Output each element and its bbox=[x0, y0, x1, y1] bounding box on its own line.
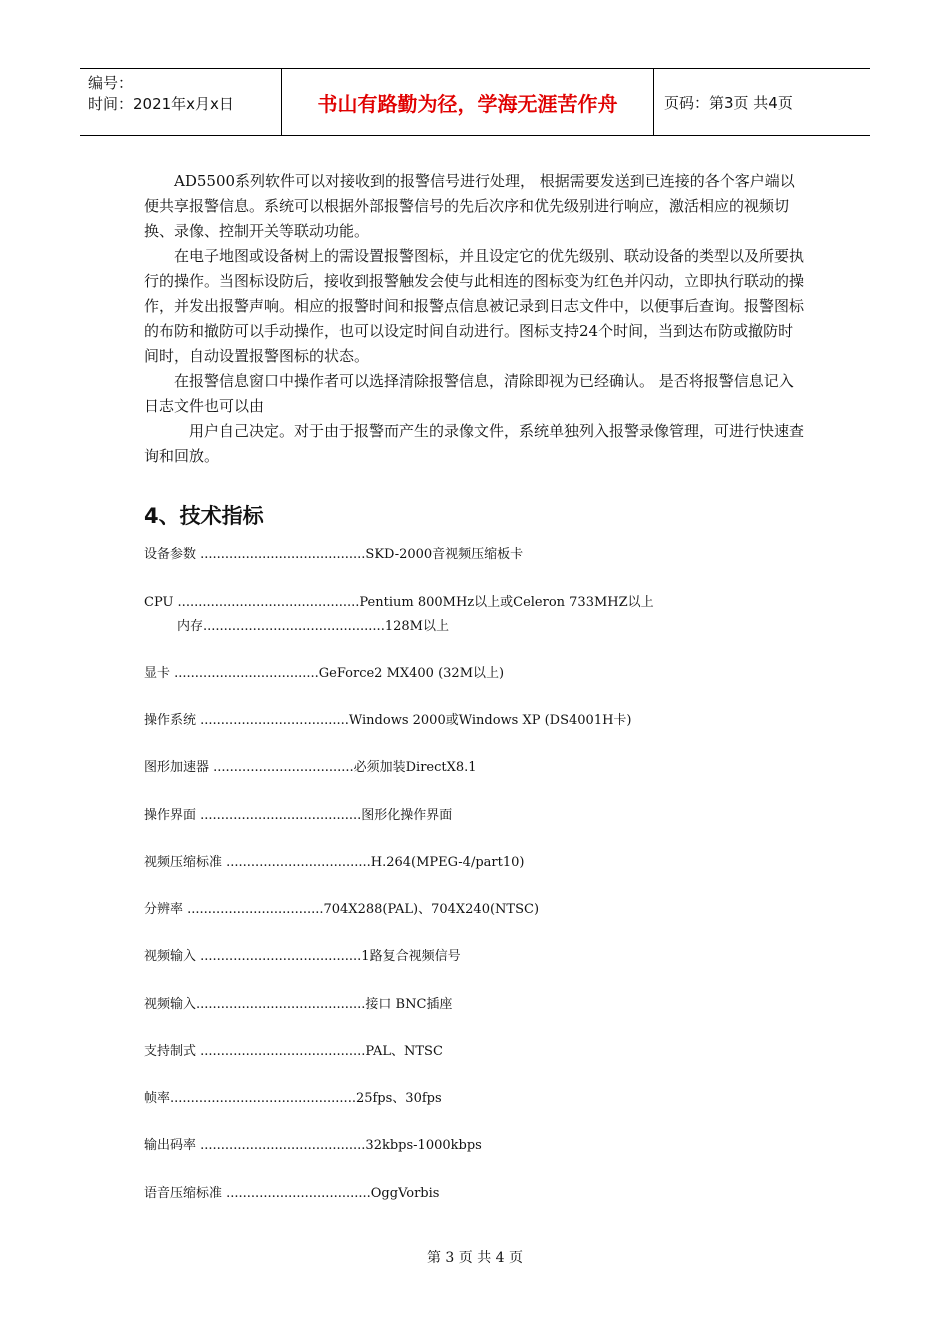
spec-row: 设备参数 ........................................SKD-2000音视频压缩板卡 bbox=[144, 547, 524, 562]
spec-row: 操作系统 ....................................Windows 2000或Windows XP (DS4001H卡) bbox=[144, 713, 632, 728]
spec-row: 图形加速器 ..................................必须加装DirectX8.1 bbox=[144, 760, 477, 775]
paragraph: 用户自己决定。对于由于报警而产生的录像文件，系统单独列入报警录像管理，可进行快速查询和回放。 bbox=[144, 422, 805, 465]
spec-row: 帧率.............................................25fps、30fps bbox=[144, 1091, 442, 1106]
spec-row: 输出码率 ........................................32kbps-1000kbps bbox=[144, 1138, 482, 1153]
page-header bbox=[80, 68, 870, 136]
spec-row: CPU ............................................Pentium 800MHz以上或Celeron 733MHZ以上 bbox=[144, 595, 654, 610]
spec-row: 视频压缩标准 ...................................H.264(MPEG-4/part10) bbox=[144, 855, 525, 870]
paragraph: 在报警信息窗口中操作者可以选择清除报警信息，清除即视为已经确认。 是否将报警信息记入日志文件也可以由 bbox=[144, 372, 794, 415]
header-date: 时间：2021年x月x日 bbox=[88, 95, 234, 113]
header-motto: 书山有路勤为径，学海无涯苦作舟 bbox=[281, 69, 654, 135]
header-number: 编号： bbox=[88, 74, 134, 92]
spec-row: 内存............................................128M以上 bbox=[177, 619, 449, 634]
section-title: 4、技术指标 bbox=[144, 504, 264, 528]
spec-row: 操作界面 .......................................图形化操作界面 bbox=[144, 808, 453, 823]
page-footer: 第 3 页 共 4 页 bbox=[426, 1250, 524, 1266]
spec-row: 视频输入.........................................接口 BNC插座 bbox=[144, 997, 453, 1012]
body-text bbox=[144, 169, 808, 469]
header-meta bbox=[80, 69, 281, 135]
paragraph: 在电子地图或设备树上的需设置报警图标，并且设定它的优先级别、联动设备的类型以及所要执行的操作。当图标设防后，接收到报警触发会使与此相连的图标变为红色并闪动，立即执行联动的操作，并发出报警声响。相应的报警时间和报警点信息被记录到日志文件中，以便事后查询。报警图标的布防和撤防可以手动操作，也可以设定时间自动进行。图标支持24个时间，当到达布防或撤防时间时，自动设置报警图标的状态。 bbox=[144, 247, 805, 365]
spec-row: 分辨率 .................................704X288(PAL)、704X240(NTSC) bbox=[144, 902, 540, 917]
spec-row: 语音压缩标准 ...................................OggVorbis bbox=[144, 1186, 440, 1201]
spec-row: 支持制式 ........................................PAL、NTSC bbox=[144, 1044, 443, 1059]
header-page-number: 页码：第3页 共4页 bbox=[664, 93, 793, 112]
spec-row: 显卡 ...................................GeForce2 MX400 (32M以上) bbox=[144, 666, 505, 681]
spec-row: 视频输入 .......................................1路复合视频信号 bbox=[144, 949, 461, 964]
paragraph: AD5500系列软件可以对接收到的报警信号进行处理， 根据需要发送到已连接的各个客户端以便共享报警信息。系统可以根据外部报警信号的先后次序和优先级别进行响应，激活相应的视频切换、录像、控制开关等联动功能。 bbox=[144, 172, 795, 240]
